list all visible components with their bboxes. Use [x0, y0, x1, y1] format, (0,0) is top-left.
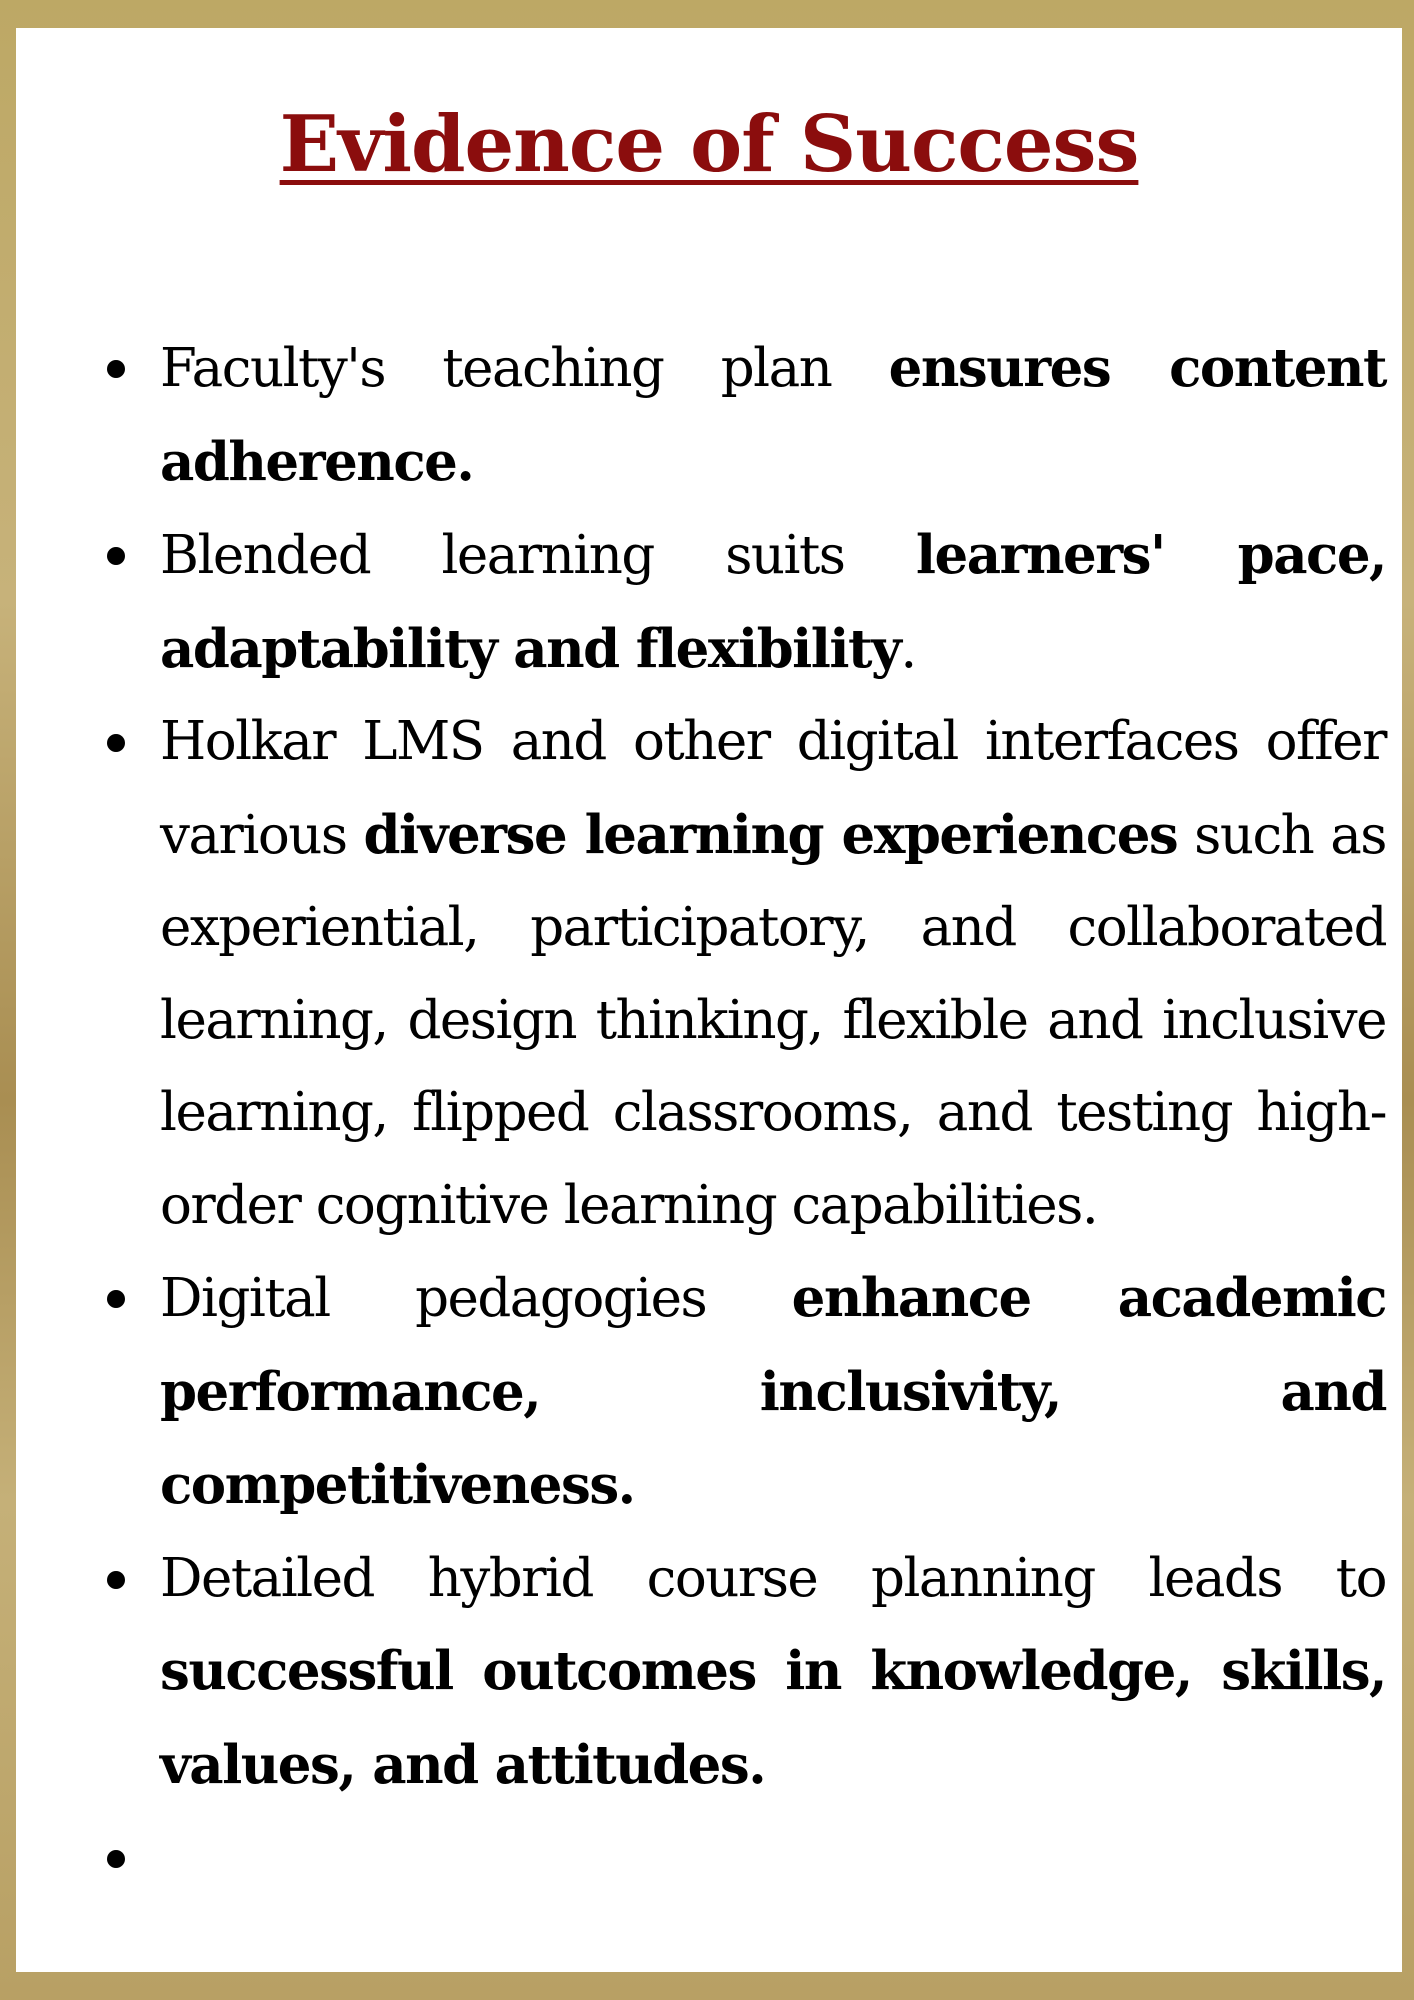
success-bullet-list	[160, 322, 1386, 1905]
bullet-bold-text: enhance academic performance, inclusivity, and competitiveness.	[160, 1267, 1386, 1516]
bullet-item	[160, 696, 1386, 1252]
bullet-bold-text: ensures content adherence.	[160, 337, 1386, 493]
empty-bullet-item	[160, 1812, 1386, 1905]
bullet-text: Faculty's teaching plan	[160, 338, 889, 399]
bullet-item	[160, 509, 1386, 696]
bullet-text: such as experiential, participatory, and collaborated learning, design thinking, flexible and inclusive learning, flipped classrooms, and testing high-order cognitive learning capabilities.	[160, 804, 1386, 1236]
bullet-item	[160, 1252, 1386, 1533]
document-page	[16, 28, 1402, 1972]
bullet-text: Digital pedagogies	[160, 1268, 792, 1329]
bullet-text: Detailed hybrid course planning leads to	[160, 1547, 1386, 1609]
bullet-text: .	[900, 618, 916, 680]
bullet-item	[160, 1533, 1386, 1813]
bullet-text: Holkar LMS and other digital interfaces offer various	[160, 711, 1386, 866]
bullet-item	[160, 322, 1386, 509]
page-title: Evidence of Success	[279, 99, 1139, 190]
bullet-text: Blended learning suits	[160, 525, 916, 586]
bullet-bold-text: successful outcomes in knowledge, skills, values, and attitudes.	[160, 1640, 1386, 1796]
bullet-bold-text: diverse learning experiences	[363, 803, 1178, 866]
bullet-bold-text: learners' pace, adaptability and flexibility	[160, 524, 1386, 680]
